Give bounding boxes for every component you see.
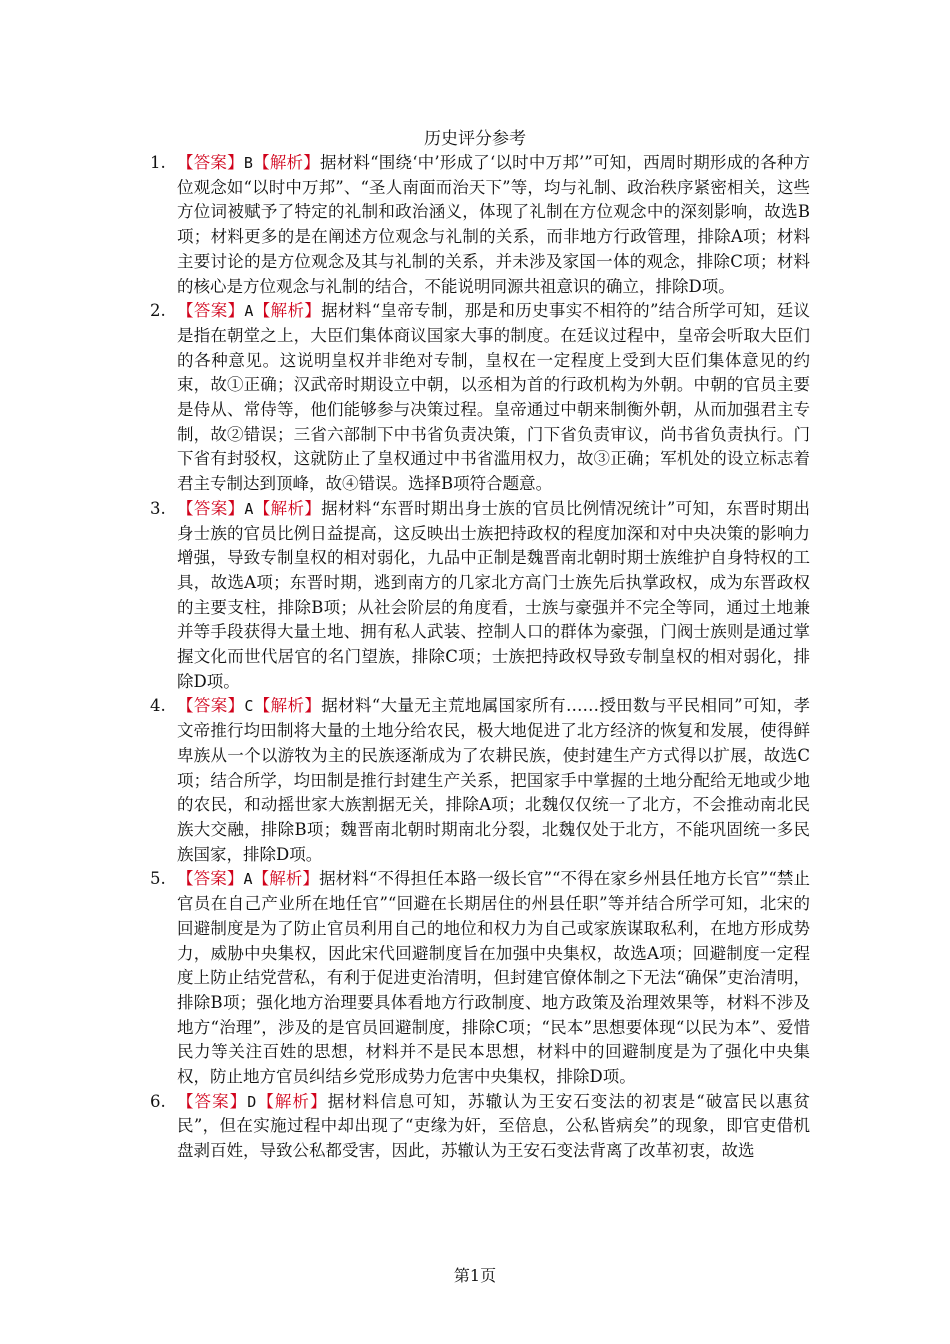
- answer-tag: 【答案】: [177, 153, 244, 172]
- answer-option: C: [244, 697, 254, 716]
- item-number: 3.: [150, 498, 166, 518]
- answer-option: A: [244, 499, 254, 518]
- item-number: 6.: [150, 1091, 166, 1111]
- page-footer: 第1页: [453, 1266, 497, 1285]
- page-title: 历史评分参考: [424, 129, 526, 149]
- item-number: 1.: [150, 153, 166, 172]
- list-item: [150, 299, 810, 497]
- item-number: 4.: [150, 696, 166, 716]
- answer-tag: 【答案】: [177, 869, 244, 889]
- list-item: [150, 151, 810, 299]
- analysis-tag: 【解析】: [253, 498, 322, 518]
- answer-tag: 【答案】: [177, 696, 245, 716]
- list-item: [150, 694, 810, 867]
- analysis-text: 据材料“皇帝专制，那是和历史事实不相符的”结合所学可知，廷议是指在朝堂之上，大臣们集体商议国家大事的制度。在廷议过程中，皇帝会听取大臣们的各种意见。这说明皇权并非绝对专制，皇权在一定程度上受到大臣们集体意见的约束，故①正确；汉武帝时期设立中朝，以丞相为首的行政机构为外朝。中朝的官员主要是侍从、常侍等，他们能够参与决策过程。皇帝通过中朝来制衡外朝，从而加强君主专制，故②错误；三省六部制下中书省负责决策，门下省负责审议，尚书省负责执行。门下省有封驳权，这就防止了皇权通过中书省滥用权力，故③正确；军机处的设立标志着君主专制达到顶峰，故④错误。选择B项符合题意。: [177, 301, 811, 494]
- item-number: 2.: [150, 301, 166, 321]
- list-item: [150, 1090, 810, 1164]
- answer-tag: 【答案】: [177, 498, 245, 518]
- analysis-tag: 【解析】: [253, 301, 322, 321]
- answer-option: D: [247, 1092, 257, 1111]
- analysis-text: 据材料“大量无主荒地属国家所有……授田数与平民相同”可知，孝文帝推行均田制将大量的土地分给农民，极大地促进了北方经济的恢复和发展，使得鲜卑族从一个以游牧为主的民族逐渐成为了农耕民族，使封建生产方式得以扩展，故选C项；结合所学，均田制是推行封建生产关系，把国家手中掌握的土地分配给无地或少地的农民，和动摇世家大族割据无关，排除A项；北魏仅仅统一了北方，不会推动南北民族大交融，排除B项；魏晋南北朝时期南北分裂，北魏仅处于北方，不能巩固统一多民族国家，排除D项。: [177, 696, 811, 864]
- analysis-text: 据材料信息可知，苏辙认为王安石变法的初衷是“破富民以惠贫民”，但在实施过程中却出现了“吏缘为奸，至倍息，公私皆病矣”的现象，即官吏借机盘剥百姓，导致公私都受害，因此，苏辙认为王安石变法背离了改革初衷，故选: [177, 1091, 811, 1161]
- answer-list: [150, 151, 810, 1164]
- analysis-text: 据材料“东晋时期出身士族的官员比例情况统计”可知，东晋时期出身士族的官员比例日益提高，这反映出士族把持政权的程度加深和对中央决策的影响力增强，导致专制皇权的相对弱化，九品中正制是魏晋南北朝时期士族维护自身特权的工具，故选A项；东晋时期，逃到南方的几家北方高门士族先后执掌政权，成为东晋政权的主要支柱，排除B项；从社会阶层的角度看，士族与豪强并不完全等同，通过土地兼并等手段获得大量土地、拥有私人武装、控制人口的群体为豪强，门阀士族则是通过掌握文化而世代居官的名门望族，排除C项；士族把持政权导致专制皇权的相对弱化，排除D项。: [177, 498, 811, 691]
- analysis-tag: 【解析】: [252, 153, 320, 172]
- answer-option: A: [244, 302, 254, 321]
- analysis-text: 据材料“围绕‘中’形成了‘以时中万邦’”可知，西周时期形成的各种方位观念如“以时中万邦”、“圣人南面而治天下”等，均与礼制、政治秩序紧密相关，这些方位词被赋予了特定的礼制和政治涵义，体现了礼制在方位观念中的深刻影响，故选B项；材料更多的是在阐述方位观念与礼制的关系，而非地方行政管理，排除A项；材料主要讨论的是方位观念及其与礼制的关系，并未涉及家国一体的观念，排除C项；材料的核心是方位观念与礼制的结合，不能说明同源共祖意识的确立，排除D项。: [177, 153, 811, 296]
- item-number: 5.: [150, 869, 166, 889]
- analysis-tag: 【解析】: [256, 1091, 328, 1111]
- answer-tag: 【答案】: [177, 301, 245, 321]
- answer-tag: 【答案】: [177, 1091, 248, 1111]
- answer-option: B: [243, 154, 253, 172]
- list-item: [150, 497, 810, 695]
- analysis-text: 据材料“不得担任本路一级长官”“不得在家乡州县任地方长官”“禁止官员在自己产业所在地任官”“回避在长期居住的州县任职”等并结合所学可知，北宋的回避制度是为了防止官员利用自己的地位和权力为自己或家族谋取私利，在地方形成势力，威胁中央集权，因此宋代回避制度旨在加强中央集权，故选A项；回避制度一定程度上防止结党营私，有利于促进吏治清明，但封建官僚体制之下无法“确保”吏治清明，排除B项；强化地方治理要具体看地方行政制度、地方政策及治理效果等，材料不涉及地方“治理”，涉及的是官员回避制度，排除C项；“民本”思想要体现“以民为本”、爱惜民力等关注百姓的思想，材料并不是民本思想，材料中的回避制度是为了强化中央集权，防止地方官员纠结乡党形成势力危害中央集权，排除D项。: [177, 869, 811, 1087]
- analysis-tag: 【解析】: [252, 869, 320, 889]
- analysis-tag: 【解析】: [253, 696, 322, 716]
- list-item: [150, 867, 810, 1089]
- answer-option: A: [243, 870, 253, 889]
